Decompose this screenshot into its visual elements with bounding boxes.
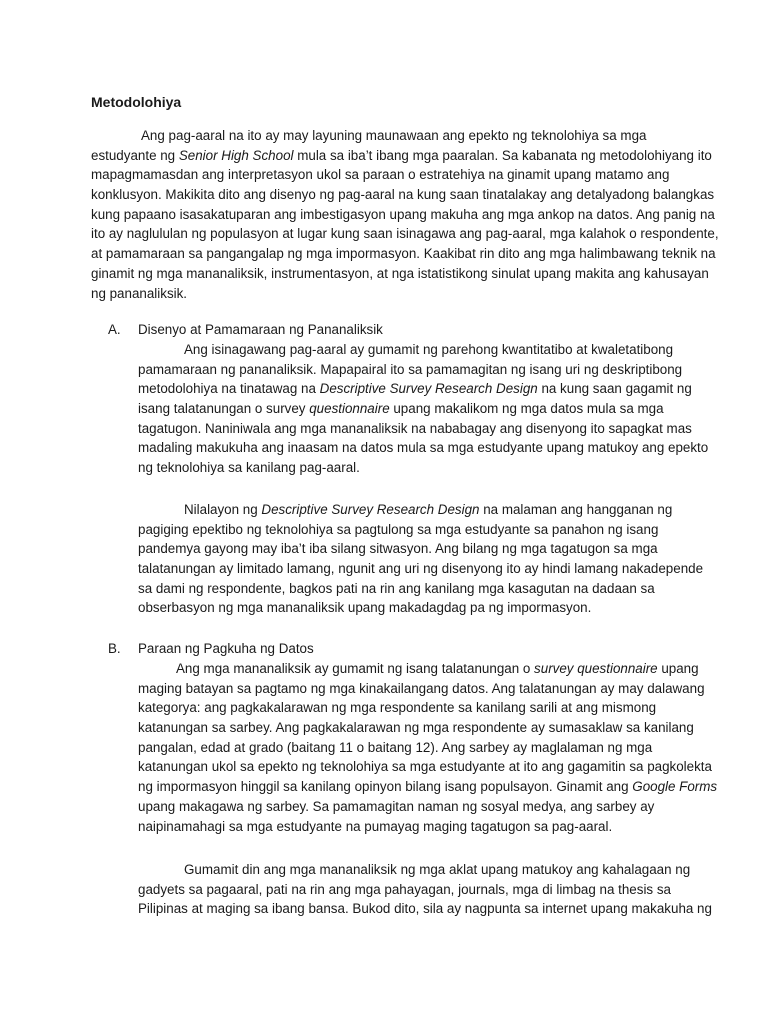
text-line: ito ay naglululan ng populasyon at lugar kung saan isinagawa ang pag-aaral, mga kalahok o respondente, [91, 226, 719, 242]
text-line: obserbasyon ng mga mananaliksik upang makadagdag pa ng impormasyon. [138, 600, 592, 616]
text-line: Ang isinagawang pag-aaral ay gumamit ng parehong kwantitatibo at kwaletatibong [184, 342, 674, 357]
text-run: Nilalayon ng [184, 502, 262, 517]
text-line: konklusyon. Makikita dito ang disenyo ng pag-aaral na kung saan tinatalakay ang detalyadong balangkas [91, 187, 715, 203]
italic-term: survey questionnaire [534, 661, 658, 676]
section-b-heading [108, 639, 314, 659]
italic-term: Descriptive Survey Research Design [261, 502, 480, 517]
page-title: Metodolohiya [91, 94, 182, 110]
text-line: ng teknolohiya sa kanilang pag-aaral. [138, 460, 360, 476]
text-line: upang makagawa ng sarbey. Sa pamamagitan naman ng sosyal medya, ang sarbey ay [138, 798, 655, 814]
text-run: upang [657, 661, 699, 676]
text-line: ng pananaliksik. [91, 285, 188, 301]
section-letter: B. [108, 641, 121, 656]
text-line: tagatugon. Naniniwala ang mga mananaliksik na nababagay ang disenyong ito sapagkat mas [138, 420, 692, 436]
section-a-paragraph-1 [138, 340, 709, 478]
text-line: maging batayan sa pagtamo ng mga kinakailangang datos. Ang talatanungan ay may dalawang [138, 680, 705, 696]
text-line: pandemya gayong may iba’t iba silang sitwasyon. Ang bilang ng mga tagatugon sa mga [138, 541, 658, 557]
text-line [138, 659, 699, 679]
section-title: Paraan ng Pagkuha ng Datos [138, 641, 314, 656]
text-line: ginamit ng mga mananaliksik, instrumentasyon, at nga istatistikong sinulat upang makita ang kahusayan [91, 265, 709, 281]
text-run: metodolohiya na tinatawag na [138, 381, 320, 397]
text-line: pamamaraan ng pananaliksik. Mapapairal ito sa pamamagitan ng isang uri ng deskriptibong [138, 361, 683, 377]
text-run: mula sa iba’t ibang mga paaralan. Sa kabanata ng metodolohiyang ito [293, 147, 712, 163]
text-line: katanungan ukol sa epekto ng teknolohiya sa mga estudyante at ito ang gagamitin sa pagkolekta [138, 759, 712, 775]
text-line: talatanungan ay limitado lamang, ngunit ang uri ng disenyong ito ay hindi lamang nakadepende [138, 561, 704, 577]
text-line: pangalan, edad at grado (baitang 11 o baitang 12). Ang sarbey ay maglalaman ng mga [138, 739, 653, 755]
text-line: madaling makukuha ang inaasam na datos mula sa mga estudyante upang matukoy ang epekto [138, 440, 709, 456]
text-run: estudyante ng [91, 147, 179, 163]
section-b-paragraph-1 [138, 659, 718, 836]
text-line [138, 379, 692, 399]
italic-term: questionnaire [309, 401, 390, 417]
text-line [138, 500, 678, 520]
text-line [138, 777, 718, 797]
text-line: sa dami ng respondente, bagkos pati na rin ang kanilang mga kasagutan na dadaan sa [138, 580, 655, 596]
text-line: gadyets sa pagaaral, pati na rin ang mga pahayagan, journals, mga di limbag na thesis sa [138, 881, 671, 897]
text-line: kategorya: ang pagkakalarawan ng mga respondente sa kanilang sarili at ang mismong [138, 700, 657, 716]
intro-paragraph [91, 126, 719, 303]
italic-term: Google Forms [632, 779, 718, 795]
text-run: na malaman ang hangganan ng [479, 502, 673, 517]
text-run: Ang mga mananaliksik ay gumamit ng isang talatanungan o [176, 661, 535, 676]
italic-term: Senior High School [178, 147, 294, 163]
text-line: katanungan sa sarbey. Ang pagkakalarawan ng mga respondente ay sumasaklaw sa kanilang [138, 720, 694, 736]
text-line: Pilipinas at maging sa ibang bansa. Bukod dito, sila ay nagpunta sa internet upang makakuha ng [138, 901, 712, 917]
text-line: naipinamahagi sa mga estudyante na pumayag maging tagatugon sa pag-aaral. [138, 818, 613, 834]
text-line: Ang pag-aaral na ito ay may layuning maunawaan ang epekto ng teknolohiya sa mga [141, 128, 647, 143]
text-line: kung papaano isasakatuparan ang imbestigasyon upang makuha ang mga ankop na datos. Ang panig na [91, 206, 715, 222]
section-letter: A. [108, 322, 121, 337]
text-line: pagiging epektibo ng teknolohiya sa pagtulong sa mga estudyante sa panahon ng isang [138, 521, 659, 537]
text-line [138, 399, 678, 419]
italic-term: Descriptive Survey Research Design [319, 381, 538, 397]
section-a-heading [108, 320, 383, 340]
section-title: Disenyo at Pamamaraan ng Pananaliksik [138, 322, 383, 337]
text-line: Gumamit din ang mga mananaliksik ng mga aklat upang matukoy ang kahalagaan ng [184, 862, 691, 877]
text-run: isang talatanungan o survey [138, 401, 310, 417]
text-line: at pamamaraan sa pangangalap ng mga impormasyon. Kaakibat rin dito ang mga halimbawang teknik na [91, 246, 716, 262]
text-run: upang makalikom ng mga datos mula sa mga [389, 401, 664, 417]
text-run: na kung saan gagamit ng [537, 381, 692, 397]
section-a-paragraph-2 [138, 500, 704, 618]
text-line [91, 146, 712, 166]
text-line: mapagmamasdan ang interpretasyon ukol sa paraan o estratehiya na ginamit upang matamo ang [91, 167, 670, 183]
section-b-paragraph-2 [138, 860, 712, 919]
text-run: ng impormasyon hinggil sa kanilang opinyon bilang isang populsayon. Ginamit ang [138, 779, 633, 795]
